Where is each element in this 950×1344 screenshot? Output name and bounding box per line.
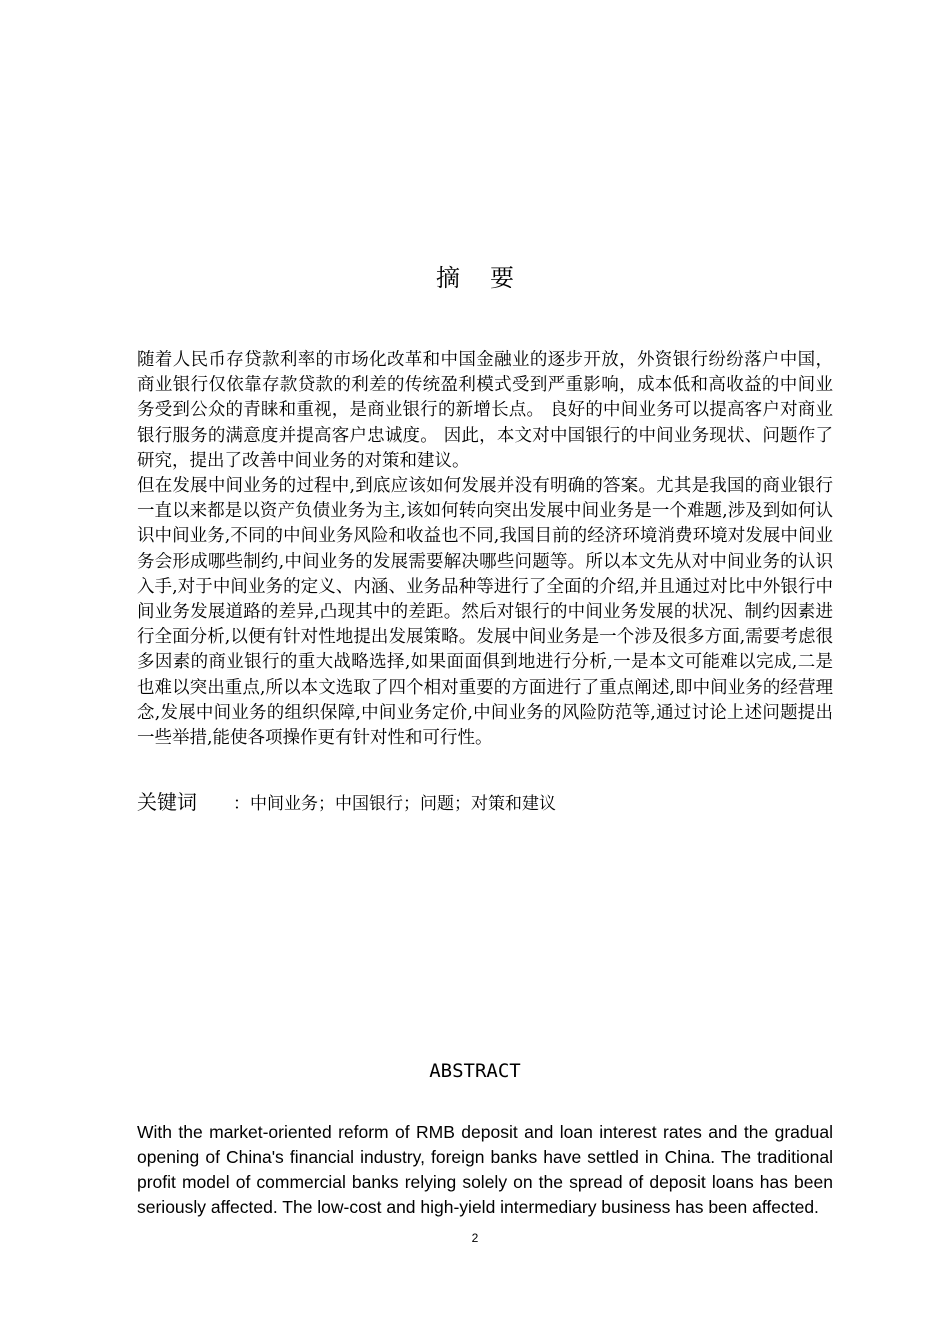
keywords-list: ：中间业务；中国银行；问题；对策和建议 <box>233 794 556 814</box>
chinese-keywords-line <box>137 786 833 815</box>
chinese-abstract-paragraph-2: 但在发展中间业务的过程中,到底应该如何发展并没有明确的答案。尤其是我国的商业银行一直以来都是以资产负债业务为主,该如何转向突出发展中间业务是一个难题,涉及到如何认识中间业务,不同的中间业务风险和收益也不同,我国目前的经济环境消费环境对发展中间业务会形成哪些制约,中间业务的发展需要解决哪些问题等。所以本文先从对中间业务的认识入手,对于中间业务的定义、内涵、业务品种等进行了全面的介绍,并且通过对比中外银行中间业务发展道路的差异,凸现其中的差距。然后对银行的中间业务发展的状况、制约因素进行全面分析,以便有针对性地提出发展策略。发展中间业务是一个涉及很多方面,需要考虑很多因素的商业银行的重大战略选择,如果面面俱到地进行分析,一是本文可能难以完成,二是也难以突出重点,所以本文选取了四个相对重要的方面进行了重点阐述,即中间业务的经营理念,发展中间业务的组织保障,中间业务定价,中间业务的风险防范等,通过讨论上述问题提出一些举措,能使各项操作更有针对性和可行性。 <box>137 476 833 749</box>
chinese-abstract-body <box>137 348 833 751</box>
keywords-label: 关键词 <box>137 790 197 814</box>
english-abstract-body: With the market-oriented reform of RMB deposit and loan interest rates and the gradual opening of China's financial industry, foreign banks have settled in China. The traditional profit model of commercial banks relying solely on the spread of deposit loans has been seriously affected. The low-cost and high-yield intermediary business has been affected. <box>137 1122 833 1217</box>
chinese-abstract-title: 摘要 <box>436 264 544 292</box>
page-number: 2 <box>471 1231 479 1245</box>
chinese-abstract-paragraph-1: 随着人民币存贷款利率的市场化改革和中国金融业的逐步开放，外资银行纷纷落户中国，商业银行仅依靠存款贷款的利差的传统盈利模式受到严重影响，成本低和高收益的中间业务受到公众的青睐和重视，是商业银行的新增长点。 良好的中间业务可以提高客户对商业银行服务的满意度并提高客户忠诚度。 因此，本文对中国银行的中间业务现状、问题作了研究，提出了改善中间业务的对策和建议。 <box>137 350 833 471</box>
english-abstract-title: ABSTRACT <box>429 1060 521 1082</box>
